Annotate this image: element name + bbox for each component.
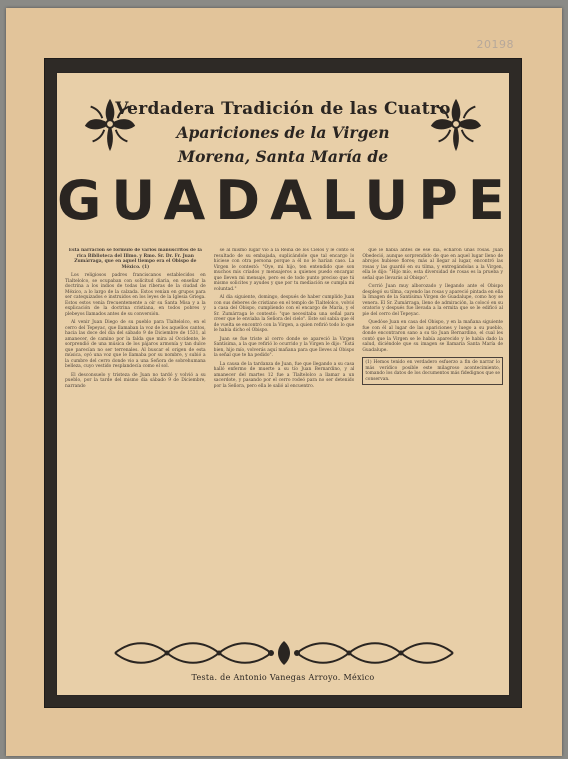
footnote-box: (1) Hemos tenido en verdadero esfuerzo a fin de narrar lo más verídico posible este milagroso acontecimiento, tomando los datos de los documentos más fidedignos que se conservan.: [362, 357, 503, 385]
title-line-1: Verdadera Tradición de las Cuatro: [115, 99, 451, 119]
title-line-2: Apariciones de la Virgen: [176, 123, 390, 142]
publisher-credit: Testa. de Antonio Vanegas Arroyo. México: [191, 673, 375, 682]
text-column-2: [214, 248, 355, 648]
text-column-3: [362, 248, 503, 648]
title-line-3: Morena, Santa María de: [177, 147, 389, 166]
header: [57, 73, 515, 243]
content-area: [56, 72, 515, 696]
lead-paragraph: Esta narración se formuló de varios manuscritos de la rica Biblioteca del Illmo. y Rmo. Sr. Dr. Fr. Juan Zumárraga, que en aquel tiempo era el Obispo de México. (1): [68, 248, 202, 270]
catalog-number: 20198: [476, 38, 514, 51]
paragraph: se al mismo lugar vió a la Reina de los Cielos y le contó el resultado de su embajada, suplicándole que tal encargo lo hiciese con otra persona porque a él no le harían caso. La Virgen le contestó: "Oye, mi hijo, ten entendido que son muchos mis criados y mensajeros a quienes puedo encargar que lleven mi mensaje, pero es de todo punto preciso que tú mismo solicites y ayudes y que por tu mediación se cumpla mi voluntad.": [213, 248, 355, 292]
paragraph: Los religiosos padres franciscanos establecidos en Tlaltelolco, se ocupaban con solícitud diaria, en enseñar la doctrina a los indios de todas las riberas de la ciudad de México, a lo largo de la calzada. Estos venían en grupos para ser catequizados e instruidos en los leyes de la Iglesia Griega. Estos estos venía frecuentemente a oír su Santa Misa y a la explicación de la doctrina cristiana, en todos pobres y plebeyos llamados antes de su conversión.: [65, 273, 206, 317]
article-body: [65, 248, 503, 648]
paragraph: Juan se fue triste al cerro donde se apareció la Virgen Santísima, a la que refirió lo ocurrido y la Virgen le dijo: "Está bien, hijo mío, volverás aquí mañana para que lleves al Obispo la señal que te ha pedido".: [213, 336, 355, 358]
paragraph: Corrió Juan muy alborozado y llegando ante el Obispo desplegó su tilma, cayendo las rosas y apareció pintada en ella la Imagen de la Santísima Virgen de Guadalupe, como hoy se venera. El Sr. Zumárraga, lleno de admiración, la colocó en su oratorio y después fue llevada a la ermita que se le edificó al pie del cerro del Tepeyac.: [362, 284, 504, 317]
paragraph: El desconsuelo y tristeza de Juan no tardó y volvió a su pueblo, por la tarde del mismo día sábado 9 de Diciembre, narrando: [65, 372, 206, 389]
paragraph: La causa de la tardanza de Juan, fue que llegando a su casa halló enfermo de muerte a su tío Juan Bernardino, y al amanecer del martes 12 fue a Tlaltelolco a llamar a un sacerdote, y pasando por el cerro rodeó para no ser detenido por la Señora, pero ella le salió al encuentro.: [213, 361, 355, 389]
paragraph: Quedóse Juan en casa del Obispo, y en la mañana siguiente fue con él al lugar de las apariciones y luego a su pueblo, donde encontraron sano a su tío Juan Bernardino, el cual les contó que la Virgen se le había aparecido y le había dado la salud, diciéndole que su imagen se llamaría Santa María de Guadalupe.: [362, 320, 504, 353]
broadsheet-page: [6, 8, 562, 756]
paragraph: que le había antes de ese día, echaron unas rosas. Juan Obedeció, aunque sorprendido de que en aquel lugar lleno de abrojos hubiese flores; más al llegar al lugar, encontró las rosas y las guardó en su tilma, y entregándolas a la Virgen, ella le dijo: "Hijo mío, esta diversidad de rosas es la prueba y señal que llevarás al Obispo".: [362, 248, 504, 281]
text-column-1: [65, 248, 206, 648]
footer-scroll-ornament-icon: [111, 638, 457, 668]
paragraph: Al venir Juan Diego de su pueblo para Tlaltelolco, en el cerro del Tepeyac, que llamaban la voz de los aquellos cantos, hacia las doce del día del sábado 9 de Diciembre de 1531, al amanecer, de camino por la falda que mira al Occidente, le sorprendió de una música de los pájaros armonía y tan dulce que parecían no ser terrenales. Al buscar el origen de esta música, oyó una voz que le llamaba por su nombre, y subió a la cumbre del cerro donde vio a una Señora de sobrehumana belleza, cuyo vestido resplandecía como el sol.: [65, 320, 206, 369]
main-title: GUADALUPE: [57, 169, 515, 232]
paragraph: Al día siguiente, domingo, después de haber cumplido Juan con sus deberes de cristiano en el templo de Tlaltelolco, volvió a casa del Obispo, cumpliendo con el encargo de María, y el Sr. Zumárraga le contestó: "que necesitaba una señal para creer que le enviaba la Señora del cielo". Este sol sabía que él de vuelta se encontró con la Virgen, a quien refirió todo lo que le había dicho el Obispo.: [213, 295, 355, 333]
